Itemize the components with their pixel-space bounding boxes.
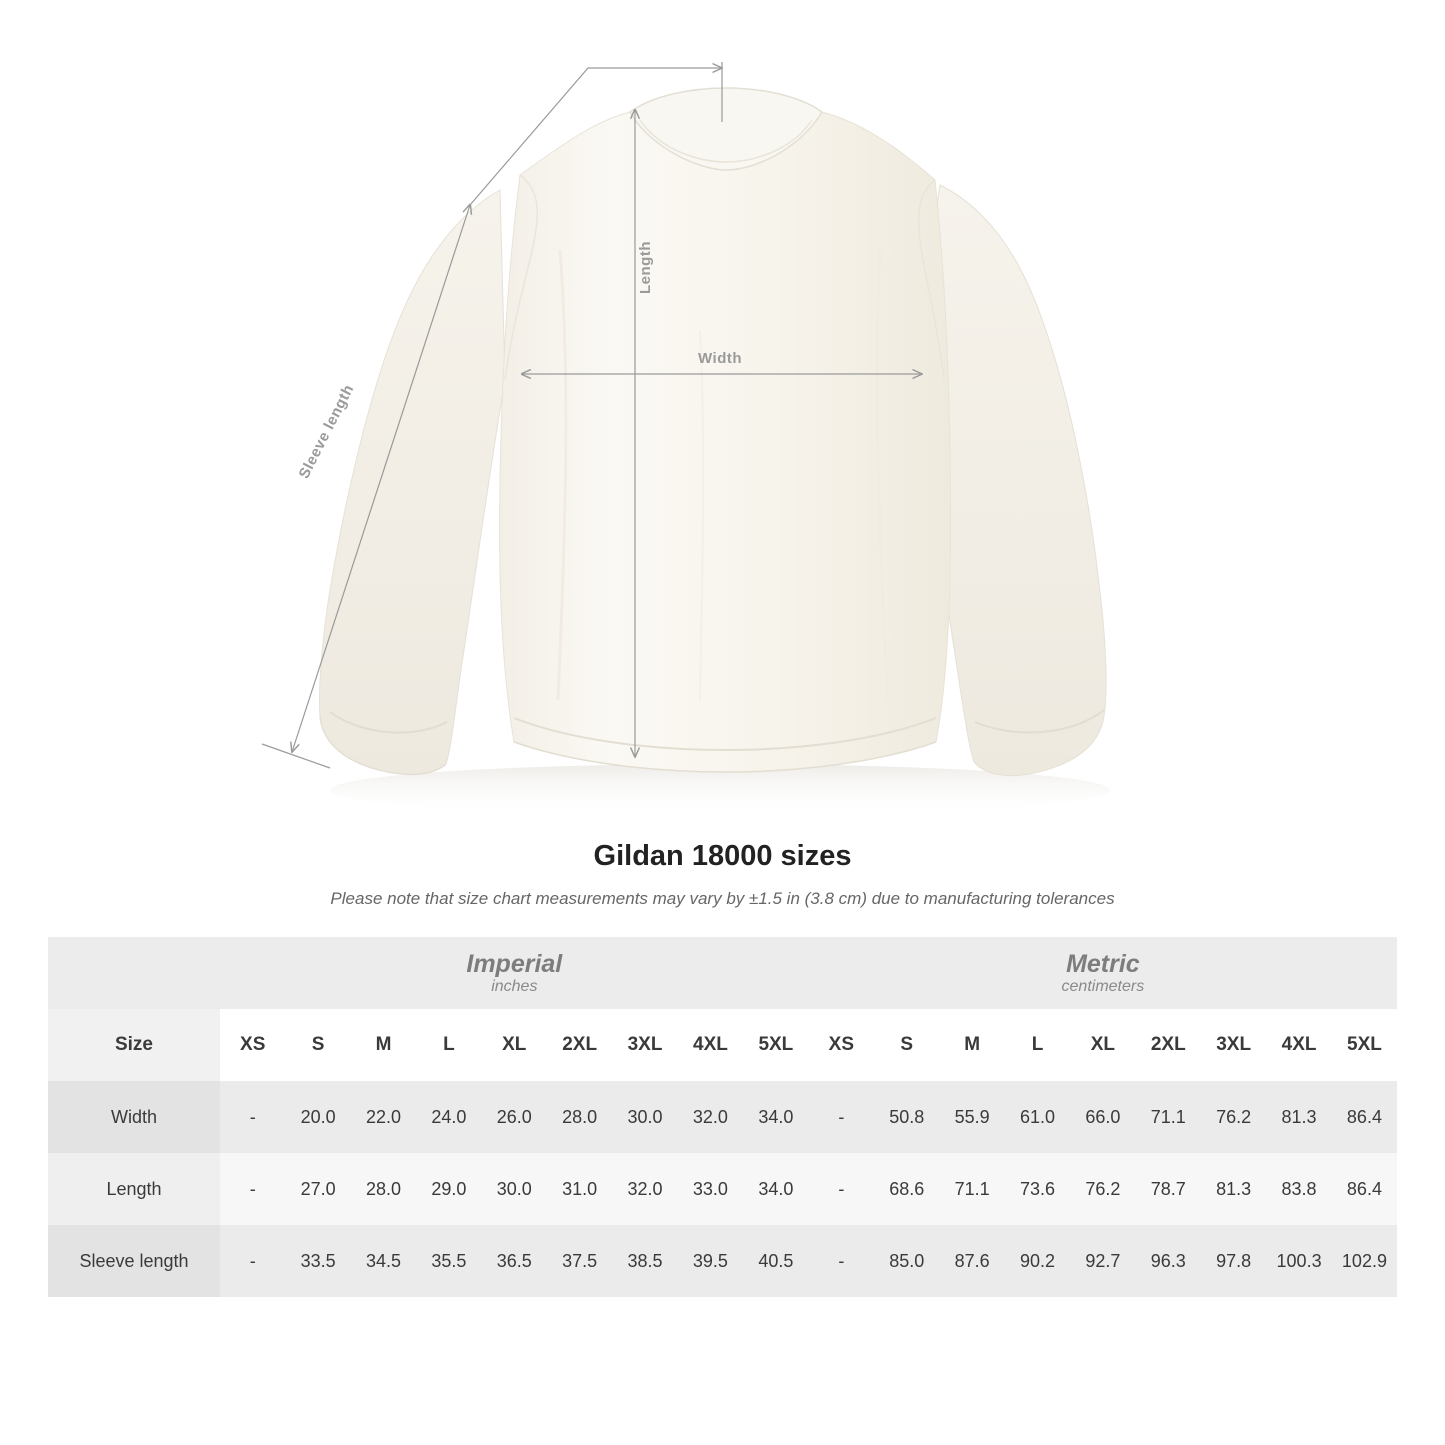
cell-width-imperial-s: 20.0	[285, 1081, 350, 1153]
tolerance-note: Please note that size chart measurements may vary by ±1.5 in (3.8 cm) due to manufacturing tolerances	[330, 889, 1115, 908]
table-row-sleeve-length	[48, 1225, 1397, 1297]
cell-length-metric-5xl: 86.4	[1332, 1153, 1397, 1225]
cell-sleeve-metric-m: 87.6	[939, 1225, 1004, 1297]
cell-width-metric-xs: -	[809, 1081, 874, 1153]
header-size-metric-4xl: 4XL	[1266, 1009, 1331, 1081]
cell-sleeve-metric-s: 85.0	[874, 1225, 939, 1297]
sleeve-length-dimension-label: Sleeve length	[295, 381, 358, 482]
row-label-width: Width	[48, 1081, 220, 1153]
header-size-metric-s: S	[874, 1009, 939, 1081]
cell-length-imperial-3xl: 32.0	[612, 1153, 677, 1225]
cell-length-metric-2xl: 78.7	[1136, 1153, 1201, 1225]
header-size-imperial-m: M	[351, 1009, 416, 1081]
header-size-metric-m: M	[939, 1009, 1004, 1081]
header-size-imperial-3xl: 3XL	[612, 1009, 677, 1081]
cell-width-imperial-l: 24.0	[416, 1081, 481, 1153]
unit-header-row	[48, 937, 1397, 1009]
header-size: Size	[48, 1009, 220, 1081]
header-size-metric-xs: XS	[809, 1009, 874, 1081]
cell-length-metric-4xl: 83.8	[1266, 1153, 1331, 1225]
header-size-imperial-xs: XS	[220, 1009, 285, 1081]
cell-width-metric-3xl: 76.2	[1201, 1081, 1266, 1153]
unit-name-metric: Metric	[1066, 949, 1140, 978]
width-dimension-label: Width	[698, 350, 743, 367]
cell-width-metric-4xl: 81.3	[1266, 1081, 1331, 1153]
cell-sleeve-metric-2xl: 96.3	[1136, 1225, 1201, 1297]
cell-length-metric-m: 71.1	[939, 1153, 1004, 1225]
cell-width-metric-2xl: 71.1	[1136, 1081, 1201, 1153]
size-chart-table-wrap	[48, 937, 1397, 1297]
size-chart-table	[48, 937, 1397, 1297]
cell-sleeve-metric-4xl: 100.3	[1266, 1225, 1331, 1297]
length-dimension-label: Length	[637, 241, 654, 294]
cell-width-metric-l: 61.0	[1005, 1081, 1070, 1153]
header-size-metric-2xl: 2XL	[1136, 1009, 1201, 1081]
cell-length-imperial-xl: 30.0	[482, 1153, 547, 1225]
header-size-imperial-l: L	[416, 1009, 481, 1081]
cell-sleeve-imperial-3xl: 38.5	[612, 1225, 677, 1297]
cell-length-imperial-5xl: 34.0	[743, 1153, 809, 1225]
header-size-imperial-xl: XL	[482, 1009, 547, 1081]
header-size-imperial-5xl: 5XL	[743, 1009, 809, 1081]
cell-length-imperial-s: 27.0	[285, 1153, 350, 1225]
cell-sleeve-imperial-xs: -	[220, 1225, 285, 1297]
header-size-metric-3xl: 3XL	[1201, 1009, 1266, 1081]
cell-width-metric-xl: 66.0	[1070, 1081, 1135, 1153]
cell-width-imperial-5xl: 34.0	[743, 1081, 809, 1153]
cell-width-imperial-2xl: 28.0	[547, 1081, 612, 1153]
unit-name-imperial: Imperial	[466, 949, 563, 978]
cell-width-imperial-m: 22.0	[351, 1081, 416, 1153]
cell-length-imperial-xs: -	[220, 1153, 285, 1225]
cell-length-imperial-m: 28.0	[351, 1153, 416, 1225]
unit-sub-metric: centimeters	[1061, 978, 1145, 996]
cell-sleeve-imperial-xl: 36.5	[482, 1225, 547, 1297]
cell-sleeve-metric-l: 90.2	[1005, 1225, 1070, 1297]
header-size-metric-l: L	[1005, 1009, 1070, 1081]
cell-sleeve-imperial-m: 34.5	[351, 1225, 416, 1297]
cell-width-imperial-xl: 26.0	[482, 1081, 547, 1153]
cell-width-metric-s: 50.8	[874, 1081, 939, 1153]
cell-length-metric-s: 68.6	[874, 1153, 939, 1225]
header-size-imperial-2xl: 2XL	[547, 1009, 612, 1081]
cell-length-metric-xs: -	[809, 1153, 874, 1225]
table-header-row	[48, 1009, 1397, 1081]
cell-width-metric-5xl: 86.4	[1332, 1081, 1397, 1153]
header-size-imperial-4xl: 4XL	[678, 1009, 743, 1081]
cell-sleeve-metric-5xl: 102.9	[1332, 1225, 1397, 1297]
cell-length-metric-l: 73.6	[1005, 1153, 1070, 1225]
cell-width-imperial-3xl: 30.0	[612, 1081, 677, 1153]
unit-header-imperial	[220, 937, 809, 1009]
row-label-length: Length	[48, 1153, 220, 1225]
header-size-metric-5xl: 5XL	[1332, 1009, 1397, 1081]
cell-length-metric-3xl: 81.3	[1201, 1153, 1266, 1225]
cell-sleeve-imperial-5xl: 40.5	[743, 1225, 809, 1297]
cell-sleeve-metric-xl: 92.7	[1070, 1225, 1135, 1297]
cell-length-imperial-4xl: 33.0	[678, 1153, 743, 1225]
cell-sleeve-imperial-s: 33.5	[285, 1225, 350, 1297]
cell-sleeve-metric-3xl: 97.8	[1201, 1225, 1266, 1297]
page-title: Gildan 18000 sizes	[593, 840, 852, 872]
cell-width-metric-m: 55.9	[939, 1081, 1004, 1153]
header-size-metric-xl: XL	[1070, 1009, 1135, 1081]
cell-length-metric-xl: 76.2	[1070, 1153, 1135, 1225]
title-block	[0, 840, 1445, 909]
cell-width-imperial-xs: -	[220, 1081, 285, 1153]
cell-width-imperial-4xl: 32.0	[678, 1081, 743, 1153]
header-size-imperial-s: S	[285, 1009, 350, 1081]
unit-header-metric	[809, 937, 1398, 1009]
unit-header-spacer	[48, 937, 220, 1009]
table-row-width	[48, 1081, 1397, 1153]
unit-sub-imperial: inches	[491, 978, 538, 996]
cell-sleeve-metric-xs: -	[809, 1225, 874, 1297]
cell-sleeve-imperial-l: 35.5	[416, 1225, 481, 1297]
cell-sleeve-imperial-2xl: 37.5	[547, 1225, 612, 1297]
table-row-length	[48, 1153, 1397, 1225]
cell-length-imperial-l: 29.0	[416, 1153, 481, 1225]
row-label-sleeve-length: Sleeve length	[48, 1225, 220, 1297]
cell-length-imperial-2xl: 31.0	[547, 1153, 612, 1225]
cell-sleeve-imperial-4xl: 39.5	[678, 1225, 743, 1297]
